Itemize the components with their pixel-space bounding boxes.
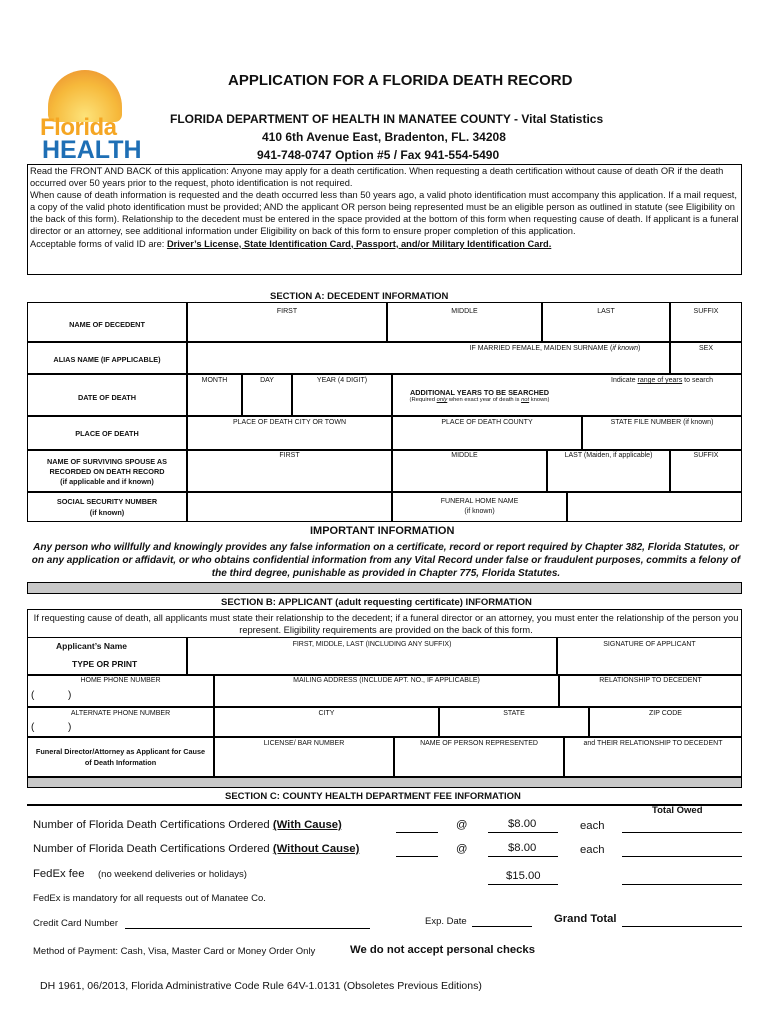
total-owed-label: Total Owed bbox=[652, 805, 703, 816]
fedex-price: $15.00 bbox=[506, 870, 541, 882]
important-information-title: IMPORTANT INFORMATION bbox=[310, 525, 455, 537]
ssn-label: SOCIAL SECURITY NUMBER bbox=[56, 497, 158, 506]
fedex-price-line bbox=[488, 884, 558, 885]
acceptable-id-line bbox=[30, 238, 742, 250]
person-represented-label: NAME OF PERSON REPRESENTED bbox=[420, 740, 538, 747]
name-of-decedent-label: NAME OF DECEDENT bbox=[69, 320, 145, 329]
first-label: FIRST bbox=[276, 308, 298, 315]
place-of-death-label: PLACE OF DEATH bbox=[75, 429, 139, 438]
without-cause-price-line bbox=[488, 856, 558, 857]
exp-date-field[interactable] bbox=[472, 926, 532, 927]
with-cause-quantity-field[interactable] bbox=[396, 832, 438, 833]
credit-card-number-field[interactable] bbox=[125, 928, 370, 929]
acceptable-id-prefix: Acceptable forms of valid ID are: bbox=[30, 238, 167, 249]
without-cause-at: @ bbox=[456, 843, 468, 855]
suffix-label: SUFFIX bbox=[693, 308, 719, 315]
type-or-print-label: TYPE OR PRINT bbox=[72, 659, 138, 669]
home-phone-label: HOME PHONE NUMBER bbox=[80, 677, 161, 684]
form-title: APPLICATION FOR A FLORIDA DEATH RECORD bbox=[228, 72, 573, 89]
indicate-part-2: to search bbox=[682, 377, 713, 384]
city-label: CITY bbox=[318, 710, 335, 717]
last-label: LAST bbox=[597, 308, 615, 315]
without-cause-label: (Without Cause) bbox=[272, 843, 360, 855]
maiden-surname-label bbox=[440, 345, 670, 352]
with-cause-price-line bbox=[488, 832, 558, 833]
maiden-known: if known bbox=[612, 345, 639, 352]
with-cause-row-label bbox=[33, 819, 342, 831]
first-middle-last-label: FIRST, MIDDLE, LAST (INCLUDING ANY SUFFIX) bbox=[292, 641, 452, 648]
instructions-paragraph-1: Read the FRONT AND BACK of this application: Anyone may apply for a death certification. When requesting a death certification without cause of death OR if the death occurred over 50 years prior to the request, photo identification is not required. bbox=[30, 166, 724, 189]
section-a-title: SECTION A: DECEDENT INFORMATION bbox=[270, 291, 449, 302]
no-personal-checks: We do not accept personal checks bbox=[350, 944, 535, 956]
fedex-mandatory-note: FedEx is mandatory for all requests out of Manatee Co. bbox=[33, 893, 266, 904]
state-label: STATE bbox=[503, 710, 525, 717]
acceptable-id-list: Driver’s License, State Identification Card, Passport, and/or Military Identification Card. bbox=[166, 238, 552, 249]
with-cause-each: each bbox=[580, 820, 605, 832]
spouse-middle-label: MIDDLE bbox=[451, 452, 478, 459]
exp-date-label: Exp. Date bbox=[425, 916, 467, 927]
middle-label: MIDDLE bbox=[451, 308, 478, 315]
instructions-paragraph-2: When cause of death information is requested and the death occurred less than 50 years ago, a valid photo identification must accompany this application. If a mail request, a copy of the valid photo identification must be provided; AND the applicant OR person being represented must be an eligible person as outlined in statute (see Eligibility on the back of this form). Relationship to the decedent must be entered in the space provided at the bottom of this form when requesting cause of death. If applicant is a funeral director or an attorney, see additional information under Eligibility on back of this form to ensure proper completion of this application. bbox=[30, 190, 739, 237]
without-cause-each: each bbox=[580, 844, 605, 856]
section-b-instructions: If requesting cause of death, all applicants must state their relationship to the decedent; if a funeral director or an attorney, you must enter the relationship of the person you represent. Eligibility requirements are provided on the back of this form. bbox=[33, 613, 739, 635]
note-part-2: when exact year of death is bbox=[447, 397, 522, 403]
department-address: 410 6th Avenue East, Bradenton, FL. 34208 bbox=[262, 130, 506, 144]
gray-separator-band-2 bbox=[27, 777, 742, 788]
section-c-title: SECTION C: COUNTY HEALTH DEPARTMENT FEE INFORMATION bbox=[225, 791, 521, 802]
indicate-range-label bbox=[582, 377, 742, 384]
without-cause-quantity-field[interactable] bbox=[396, 856, 438, 857]
with-cause-at: @ bbox=[456, 819, 468, 831]
note-only: only bbox=[436, 397, 448, 403]
funeral-director-label-line-1: Funeral Director/Attorney as Applicant for Cause bbox=[35, 747, 206, 756]
funeral-home-label: FUNERAL HOME NAME bbox=[440, 498, 519, 505]
signature-label: SIGNATURE OF APPLICANT bbox=[603, 641, 696, 648]
their-relationship-label: and THEIR RELATIONSHIP TO DECEDENT bbox=[583, 740, 723, 747]
with-cause-total-field[interactable] bbox=[622, 832, 742, 833]
department-phone: 941-748-0747 Option #5 / Fax 941-554-5490 bbox=[257, 148, 500, 162]
department-name: FLORIDA DEPARTMENT OF HEALTH IN MANATEE COUNTY - Vital Statistics bbox=[170, 112, 604, 126]
date-of-death-label: DATE OF DEATH bbox=[77, 393, 137, 402]
mailing-address-label: MAILING ADDRESS (INCLUDE APT. NO., IF APPLICABLE) bbox=[293, 677, 480, 684]
zip-code-label: ZIP CODE bbox=[649, 710, 682, 717]
month-label: MONTH bbox=[201, 377, 228, 384]
payment-methods: Method of Payment: Cash, Visa, Master Card or Money Order Only bbox=[33, 946, 316, 957]
relationship-label: RELATIONSHIP TO DECEDENT bbox=[599, 677, 702, 684]
funeral-home-label-cell bbox=[392, 492, 567, 522]
gray-separator-band bbox=[27, 582, 742, 594]
spouse-label-line-1: NAME OF SURVIVING SPOUSE AS bbox=[46, 457, 167, 466]
no-weekend-note: (no weekend deliveries or holidays) bbox=[98, 869, 247, 880]
fedex-fee-label: FedEx fee bbox=[33, 868, 85, 880]
day-label: DAY bbox=[260, 377, 274, 384]
with-cause-prefix: Number of Florida Death Certifications Ordered bbox=[33, 819, 273, 831]
alternate-phone-label: ALTERNATE PHONE NUMBER bbox=[70, 710, 171, 717]
license-label: LICENSE/ BAR NUMBER bbox=[263, 740, 345, 747]
with-cause-label: (With Cause) bbox=[272, 819, 342, 831]
with-cause-price: $8.00 bbox=[508, 818, 537, 830]
without-cause-prefix: Number of Florida Death Certifications Ordered bbox=[33, 843, 273, 855]
state-file-number-label: STATE FILE NUMBER (if known) bbox=[610, 419, 714, 426]
applicant-name-label: Applicant’s Name bbox=[56, 641, 128, 651]
instructions bbox=[30, 165, 742, 250]
form-footer: DH 1961, 06/2013, Florida Administrative Code Rule 64V-1.0131 (Obsoletes Previous Editions) bbox=[40, 980, 482, 992]
additional-years-label: ADDITIONAL YEARS TO BE SEARCHED bbox=[409, 388, 550, 397]
logo-text-health: HEALTH bbox=[42, 136, 142, 164]
important-information-text: Any person who willfully and knowingly provides any false information on a certificate, record or report required by Chapter 382, Florida Statutes, or on any application or affidavit, or who obtains confidential information from any Vital Record under false or fraudulent purposes, commits a felony of the third degree, punishable as provided in Chapter 775, Florida Statutes. bbox=[31, 542, 741, 579]
ssn-known-label: (if known) bbox=[89, 508, 125, 517]
spouse-label-line-2: RECORDED ON DEATH RECORD bbox=[49, 467, 165, 476]
maiden-suffix: ) bbox=[638, 345, 641, 352]
spouse-suffix-label: SUFFIX bbox=[693, 452, 719, 459]
alt-phone-paren-open: ( bbox=[31, 722, 35, 733]
spouse-label-line-3: (if applicable and if known) bbox=[60, 477, 154, 486]
note-part-1: (Required bbox=[409, 397, 437, 403]
florida-health-logo bbox=[40, 70, 142, 164]
section-b-title: SECTION B: APPLICANT (adult requesting certificate) INFORMATION bbox=[221, 597, 532, 608]
indicate-range: range of years bbox=[637, 377, 683, 384]
death-county-label: PLACE OF DEATH COUNTY bbox=[441, 419, 533, 426]
alt-phone-paren-close: ) bbox=[68, 722, 72, 733]
credit-card-label: Credit Card Number bbox=[33, 918, 118, 929]
section-c-top-line bbox=[27, 804, 742, 806]
without-cause-total-field[interactable] bbox=[622, 856, 742, 857]
maiden-prefix: IF MARRIED FEMALE, MAIDEN SURNAME ( bbox=[469, 345, 613, 352]
home-phone-paren-open: ( bbox=[31, 690, 35, 701]
funeral-director-label-cell bbox=[27, 737, 214, 777]
year-label: YEAR (4 DIGIT) bbox=[316, 377, 368, 384]
sex-label: SEX bbox=[698, 345, 713, 352]
note-not: not bbox=[521, 397, 530, 403]
home-phone-paren-close: ) bbox=[68, 690, 72, 701]
additional-years-note bbox=[392, 397, 567, 403]
logo-text-florida: Florida bbox=[40, 114, 117, 141]
without-cause-price: $8.00 bbox=[508, 842, 537, 854]
note-part-3: known) bbox=[529, 397, 550, 403]
alias-label: ALIAS NAME (IF APPLICABLE) bbox=[53, 355, 161, 364]
death-city-label: PLACE OF DEATH CITY OR TOWN bbox=[232, 419, 347, 426]
grand-total-label: Grand Total bbox=[554, 913, 617, 925]
indicate-part-1: Indicate bbox=[611, 377, 638, 384]
grand-total-field[interactable] bbox=[622, 926, 742, 927]
spouse-first-label: FIRST bbox=[279, 452, 300, 459]
ssn-field[interactable] bbox=[187, 492, 392, 522]
spouse-last-label: LAST (Maiden, if applicable) bbox=[564, 452, 653, 459]
funeral-director-label-line-2: of Death Information bbox=[84, 758, 157, 767]
without-cause-row-label bbox=[33, 843, 359, 855]
funeral-home-field[interactable] bbox=[567, 492, 742, 522]
fedex-total-field[interactable] bbox=[622, 884, 742, 885]
funeral-home-known-label: (if known) bbox=[464, 508, 495, 515]
